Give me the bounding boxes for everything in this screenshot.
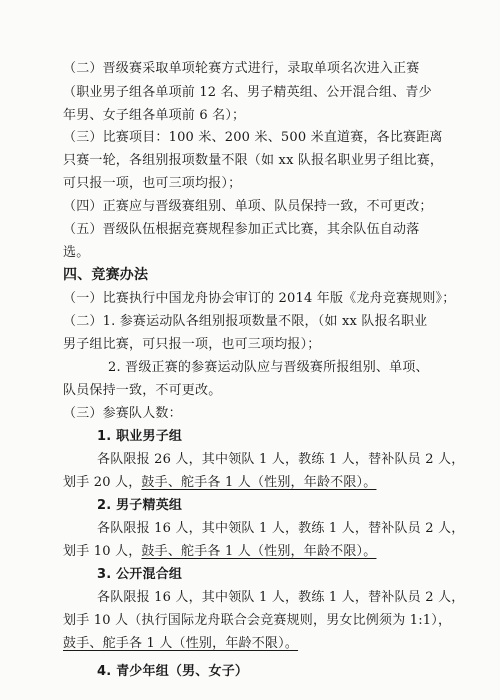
paragraph-line: 选。 <box>63 245 90 260</box>
subsection-heading: 1. 职业男子组 <box>97 429 183 444</box>
paragraph-line: 年男、女子组各单项前 6 名）； <box>63 108 246 123</box>
paragraph-line: （五）晋级队伍根据竞赛规程参加正式比赛，其余队伍自动落 <box>63 222 420 237</box>
paragraph-line: 队员保持一致，不可更改。 <box>63 383 222 398</box>
paragraph-line: （职业男子组各单项前 12 名、男子精英组、公开混合组、青少 <box>63 85 432 100</box>
paragraph-line: （二）1. 参赛运动队各组别报项数量不限，（如 xx 队报名职业 <box>63 314 428 329</box>
paragraph-line: 男子组比赛，可只报一项，也可三项均报）； <box>63 337 321 352</box>
paragraph-line: 各队限报 16 人，其中领队 1 人，教练 1 人，替补队员 2 人， <box>97 521 465 536</box>
paragraph-line: （二）晋级赛采取单项轮赛方式进行，录取单项名次进入正赛 <box>63 61 420 76</box>
subsection-heading: 2. 男子精英组 <box>97 498 183 513</box>
subsection-heading: 3. 公开混合组 <box>97 567 183 582</box>
paragraph-line: （四）正赛应与晋级赛组别、单项、队员保持一致，不可更改； <box>63 199 433 214</box>
section-heading: 四、竞赛办法 <box>63 267 149 283</box>
paragraph-line <box>63 544 376 560</box>
paragraph-line: 2. 晋级正赛的参赛运动队应与晋级赛所报组别、单项、 <box>108 360 429 375</box>
underlined-text: 鼓手、舵手各 1 人（性别，年龄不限）。 <box>141 544 377 559</box>
paragraph-line: 可只报一项，也可三项均报）； <box>63 176 242 191</box>
underlined-text: 鼓手、舵手各 1 人（性别，年龄不限）。 <box>141 475 377 490</box>
paragraph-line: （三）参赛队人数： <box>63 406 182 421</box>
paragraph-line: 划手 10 人（执行国际龙舟联合会竞赛规则，男女比例须为 1:1）， <box>63 613 452 628</box>
paragraph-line: 只赛一轮，各组别报项数量不限（如 xx 队报名职业男子组比赛， <box>63 153 444 168</box>
text-segment: 划手 20 人， <box>63 475 142 490</box>
paragraph-line: （三）比赛项目：100 米、200 米、500 米直道赛，各比赛距离 <box>63 130 443 145</box>
subsection-heading: 4. 青少年组（男、女子） <box>97 664 249 679</box>
text-segment: 划手 10 人， <box>63 544 142 559</box>
paragraph-line: （一）比赛执行中国龙舟协会审订的 2014 年版《龙舟竞赛规则》； <box>63 291 456 306</box>
paragraph-line <box>63 475 376 491</box>
underlined-text: 鼓手、舵手各 1 人（性别，年龄不限）。 <box>63 636 299 651</box>
paragraph-line: 各队限报 16 人，其中领队 1 人，教练 1 人，替补队员 2 人， <box>97 590 465 605</box>
paragraph-line: 各队限报 26 人，其中领队 1 人，教练 1 人，替补队员 2 人， <box>97 452 465 467</box>
